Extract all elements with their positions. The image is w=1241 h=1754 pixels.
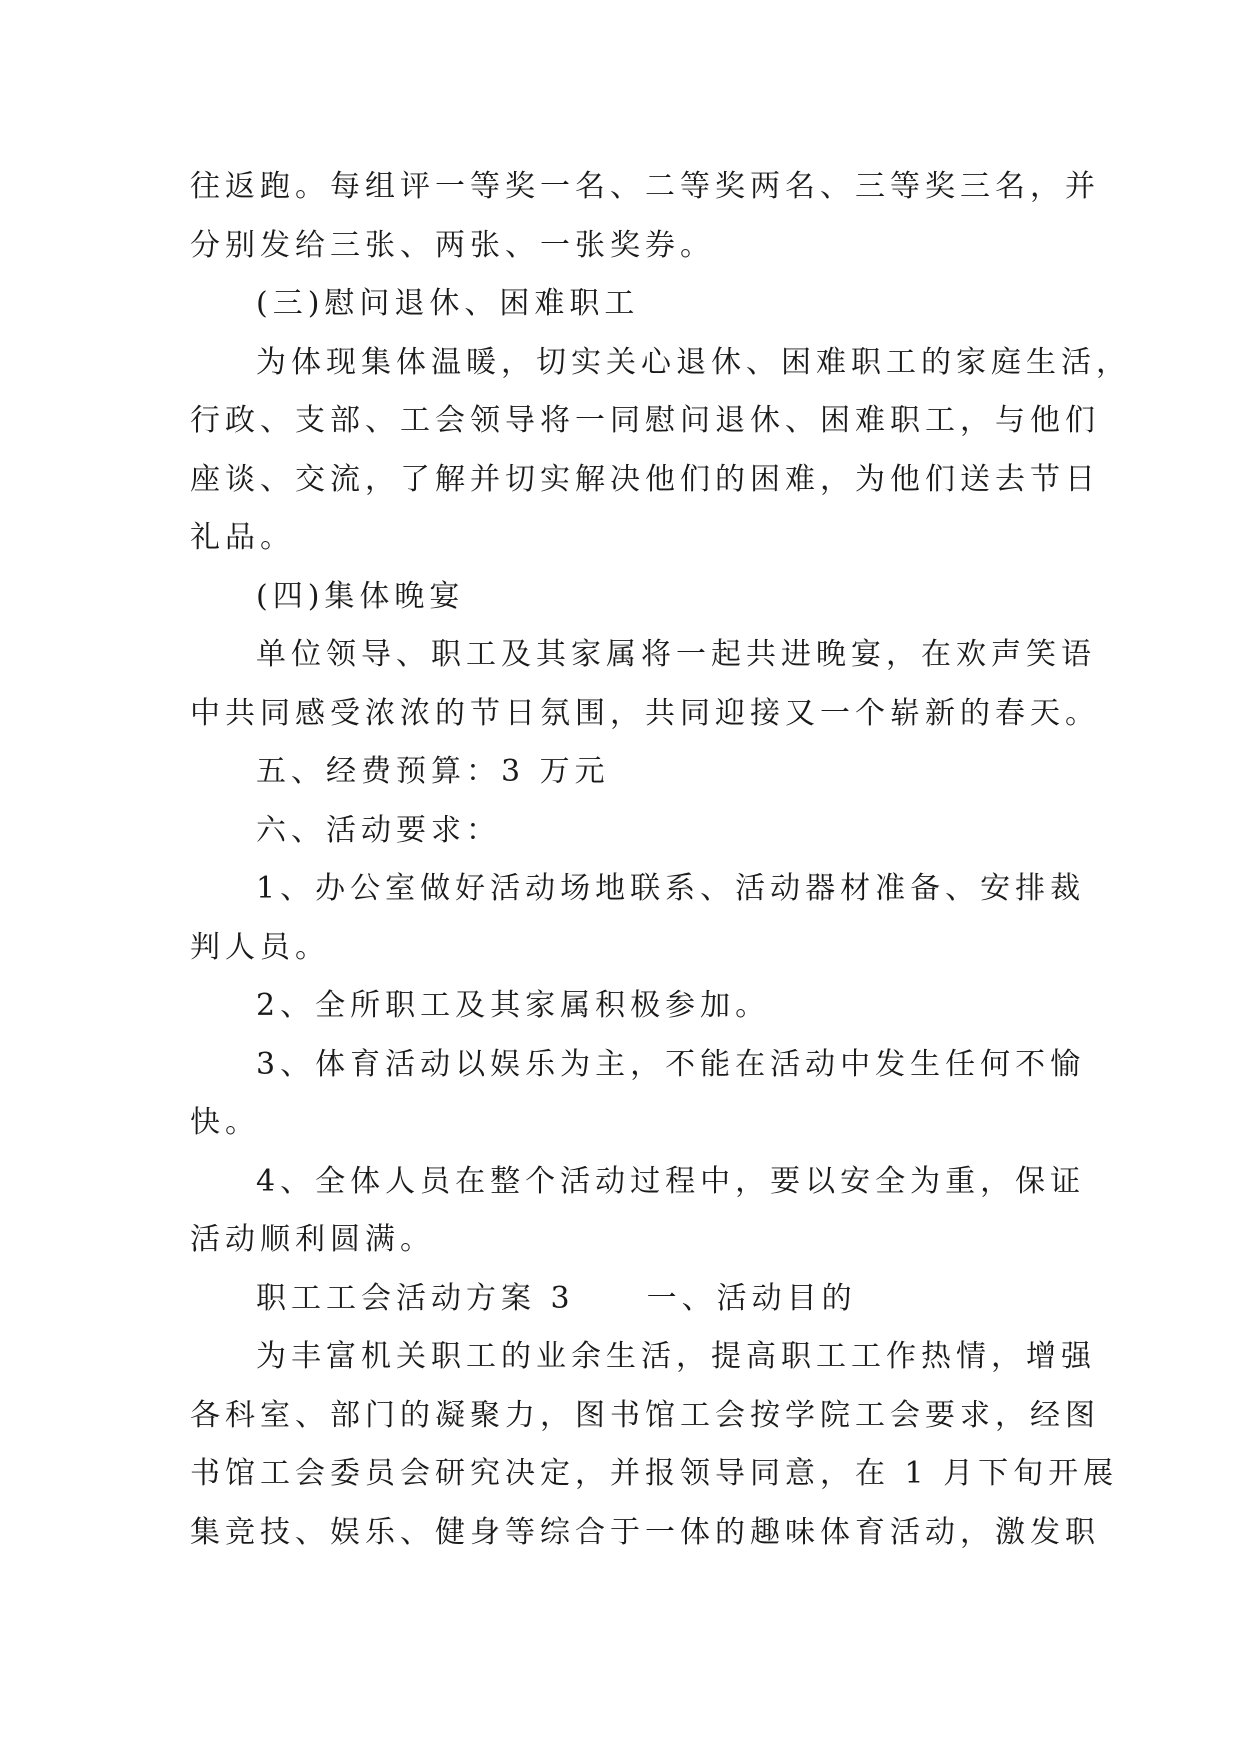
requirement-1-line-1: 1、办公室做好活动场地联系、活动器材准备、安排裁	[256, 871, 1086, 906]
text-line-4: 为体现集体温暖，切实关心退休、困难职工的家庭生活，	[256, 344, 1131, 380]
document-body	[190, 158, 1131, 1562]
section-heading-purpose: 一、活动目的	[646, 1280, 857, 1316]
requirement-1-line-2: 判人员。	[190, 929, 330, 965]
purpose-line-3: 书馆工会委员会研究决定，并报领导同意，在 1 月下旬开展	[190, 1456, 1119, 1491]
plan-title-line	[190, 1270, 1052, 1329]
text-line-1: 往返跑。每组评一等奖一名、二等奖两名、三等奖三名，并	[190, 169, 1100, 204]
requirement-2: 2、全所职工及其家属积极参加。	[256, 988, 771, 1023]
requirement-4-line-1: 4、全体人员在整个活动过程中，要以安全为重，保证	[256, 1163, 1086, 1199]
section-heading-budget: 五、经费预算：3 万元	[256, 754, 610, 789]
plan-title: 职工工会活动方案 3	[256, 1280, 575, 1316]
section-heading-requirements: 六、活动要求：	[256, 812, 501, 848]
section-heading-comfort: (三)慰问退休、困难职工	[256, 286, 640, 321]
purpose-line-2: 各科室、部门的凝聚力，图书馆工会按学院工会要求，经图	[190, 1397, 1100, 1433]
requirement-4-line-2: 活动顺利圆满。	[190, 1222, 435, 1257]
text-line-5: 行政、支部、工会领导将一同慰问退休、困难职工，与他们	[190, 403, 1100, 438]
purpose-line-4: 集竞技、娱乐、健身等综合于一体的趣味体育活动，激发职	[190, 1514, 1100, 1550]
text-line-9: 单位领导、职工及其家属将一起共进晚宴，在欢声笑语	[256, 637, 1096, 672]
text-line-10: 中共同感受浓浓的节日氛围，共同迎接又一个崭新的春天。	[190, 695, 1100, 731]
text-line-2: 分别发给三张、两张、一张奖券。	[190, 227, 715, 263]
purpose-line-1: 为丰富机关职工的业余生活，提高职工工作热情，增强	[256, 1339, 1096, 1374]
requirement-3-line-1: 3、体育活动以娱乐为主，不能在活动中发生任何不愉	[256, 1046, 1086, 1082]
requirement-3-line-2: 快。	[190, 1105, 260, 1140]
text-line-6: 座谈、交流，了解并切实解决他们的困难，为他们送去节日	[190, 461, 1100, 497]
text-line-7: 礼品。	[190, 520, 295, 555]
section-heading-dinner: (四)集体晚宴	[256, 578, 465, 614]
